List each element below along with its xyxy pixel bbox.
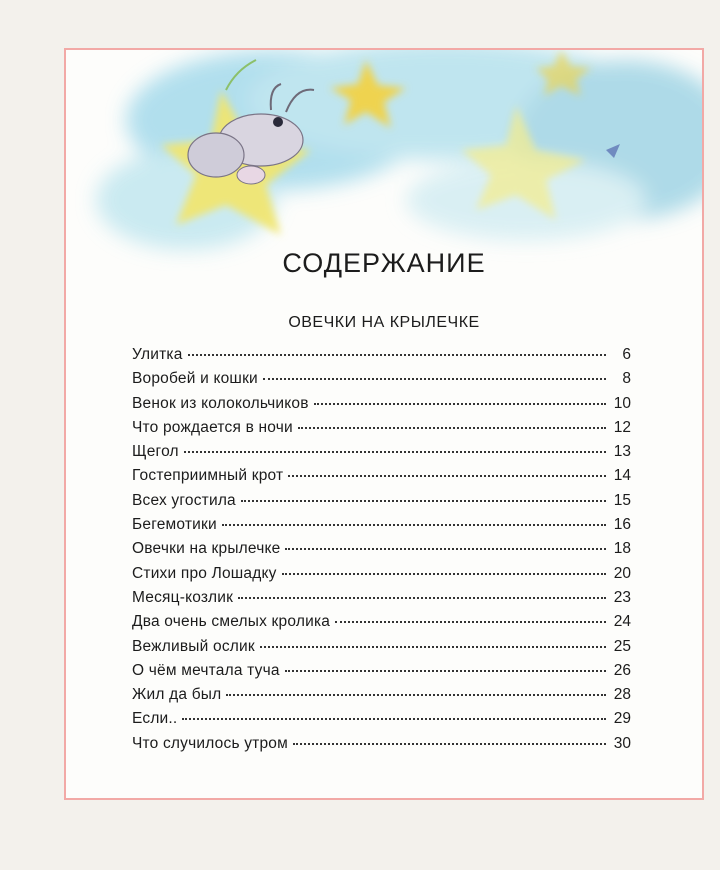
dot-leader [314, 403, 606, 405]
dot-leader [298, 427, 606, 429]
dot-leader [241, 500, 606, 502]
toc-entry-title: Воробей и кошки [132, 370, 258, 388]
toc-entry[interactable] [132, 419, 631, 443]
toc-entry[interactable] [132, 492, 631, 516]
toc-entry-title: Два очень смелых кролика [132, 613, 331, 631]
toc-entry-page: 26 [613, 661, 631, 679]
dot-leader [182, 718, 606, 720]
toc-entry-page: 29 [613, 710, 631, 728]
toc-entry-title: Жил да был [132, 686, 222, 704]
toc-entry[interactable] [132, 613, 631, 637]
dot-leader [184, 451, 606, 453]
toc-entry-page: 30 [613, 734, 631, 752]
toc-entry-page: 23 [613, 588, 631, 606]
toc-entry-title: Что случилось утром [132, 734, 288, 752]
page-frame [64, 48, 704, 800]
section-heading: ОВЕЧКИ НА КРЫЛЕЧКЕ [288, 314, 480, 331]
toc-entry-page: 15 [613, 491, 631, 509]
dot-leader [226, 694, 606, 696]
toc-entry-page: 25 [613, 637, 631, 655]
toc-entry-page: 6 [622, 346, 631, 363]
toc-entry[interactable] [132, 395, 631, 419]
toc-entry-title: Овечки на крылечке [132, 540, 281, 558]
toc-entry-page: 12 [613, 418, 631, 436]
toc-entry-title: Если.. [132, 710, 178, 728]
toc-list [132, 346, 631, 759]
toc-entry-page: 13 [613, 443, 631, 461]
toc-entry-page: 24 [613, 613, 631, 631]
dot-leader [263, 378, 606, 380]
toc-entry-page: 18 [613, 540, 631, 558]
toc-entry[interactable] [132, 686, 631, 710]
dot-leader [222, 524, 606, 526]
toc-entry-page: 16 [613, 516, 631, 534]
toc-entry-title: Улитка [132, 346, 183, 363]
toc-entry-page: 8 [622, 370, 631, 388]
toc-entry-page: 14 [613, 467, 631, 485]
toc-entry[interactable] [132, 589, 631, 613]
toc-entry-title: Вежливый ослик [132, 637, 255, 655]
dot-leader [188, 354, 606, 356]
toc-entry[interactable] [132, 735, 631, 759]
dot-leader [293, 743, 606, 745]
dot-leader [282, 573, 606, 575]
toc-entry-page: 28 [613, 686, 631, 704]
toc-entry-title: Месяц-козлик [132, 588, 234, 606]
toc-entry[interactable] [132, 346, 631, 370]
toc-entry[interactable] [132, 540, 631, 564]
toc-entry-title: Венок из колокольчиков [132, 394, 309, 412]
toc-entry-title: Всех угостила [132, 491, 236, 509]
toc-entry-title: О чём мечтала туча [132, 661, 280, 679]
dot-leader [285, 670, 606, 672]
page-title: СОДЕРЖАНИЕ [282, 248, 486, 278]
toc-entry[interactable] [132, 710, 631, 734]
toc-entry[interactable] [132, 370, 631, 394]
dot-leader [285, 548, 606, 550]
dot-leader [260, 646, 606, 648]
toc-entry-title: Стихи про Лошадку [132, 564, 277, 582]
dot-leader [238, 597, 606, 599]
toc-entry-title: Щегол [132, 443, 179, 461]
dot-leader [288, 475, 606, 477]
toc-entry-title: Бегемотики [132, 516, 217, 534]
toc-entry[interactable] [132, 662, 631, 686]
dot-leader [335, 621, 606, 623]
toc-entry[interactable] [132, 443, 631, 467]
toc-entry[interactable] [132, 638, 631, 662]
toc-entry-title: Что рождается в ночи [132, 418, 293, 436]
toc-entry-title: Гостеприимный крот [132, 467, 284, 485]
toc-entry[interactable] [132, 565, 631, 589]
toc-entry-page: 10 [613, 394, 631, 412]
toc-entry[interactable] [132, 516, 631, 540]
toc-entry-page: 20 [613, 564, 631, 582]
toc-entry[interactable] [132, 467, 631, 491]
